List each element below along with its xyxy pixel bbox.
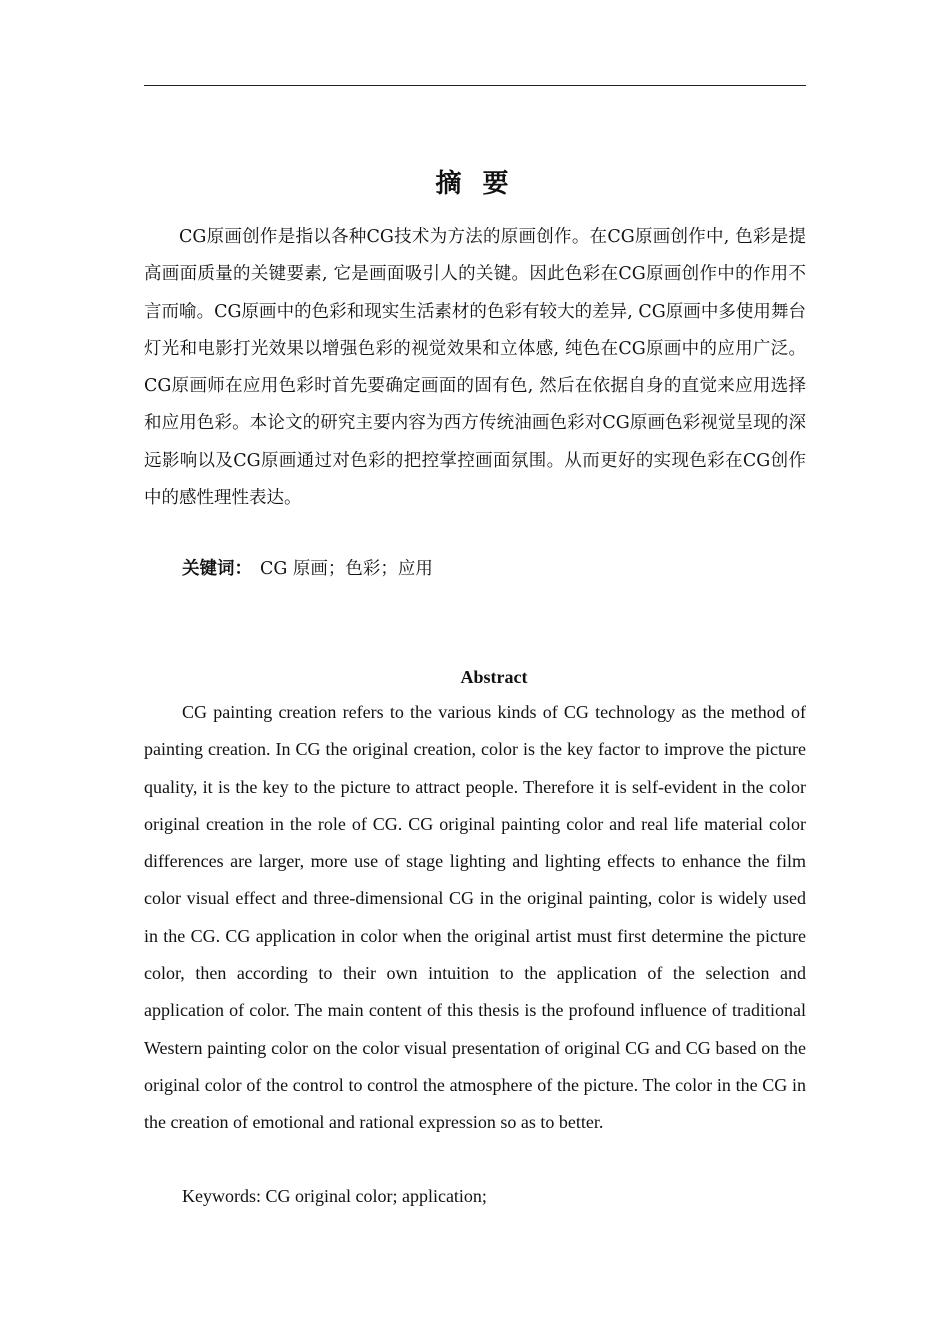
chinese-keywords-label: 关键词：	[182, 559, 252, 579]
chinese-keywords	[182, 551, 806, 588]
english-keywords: Keywords: CG original color; application;	[182, 1186, 487, 1206]
english-abstract-body: CG painting creation refers to the various kinds of CG technology as the method of painting creation. In CG the original creation, color is the key factor to improve the picture quality, it is the key to the picture to attract people. Therefore it is self-evident in the color original creation in the role of CG. CG original painting color and real life material color differences are larger, more use of stage lighting and lighting effects to enhance the film color visual effect and three-dimensional CG in the original painting, color is widely used in the CG. CG application in color when the original artist must first determine the picture color, then according to their own intuition to the application of the selection and application of color. The main content of this thesis is the profound influence of traditional Western painting color on the color visual presentation of original CG and CG based on the original color of the control to control the atmosphere of the picture. The color in the CG in the creation of emotional and rational expression so as to better.	[144, 702, 806, 1133]
chinese-abstract-title: 摘 要	[435, 169, 515, 199]
header-rule	[144, 85, 806, 86]
english-abstract-title: Abstract	[460, 667, 528, 687]
chinese-abstract-body: CG原画创作是指以各种CG技术为方法的原画创作。在CG原画创作中, 色彩是提高画面质量的关键要素, 它是画面吸引人的关键。因此色彩在CG原画创作中的作用不言而喻。CG原画中的色彩和现实生活素材的色彩有较大的差异, CG原画中多使用舞台灯光和电影打光效果以增强色彩的视觉效果和立体感, 纯色在CG原画中的应用广泛。CG原画师在应用色彩时首先要确定画面的固有色, 然后在依据自身的直觉来应用选择和应用色彩。本论文的研究主要内容为西方传统油画色彩对CG原画色彩视觉呈现的深远影响以及CG原画通过对色彩的把控掌控画面氛围。从而更好的实现色彩在CG创作中的感性理性表达。	[144, 227, 806, 509]
chinese-keywords-value: CG 原画；色彩；应用	[260, 559, 433, 579]
